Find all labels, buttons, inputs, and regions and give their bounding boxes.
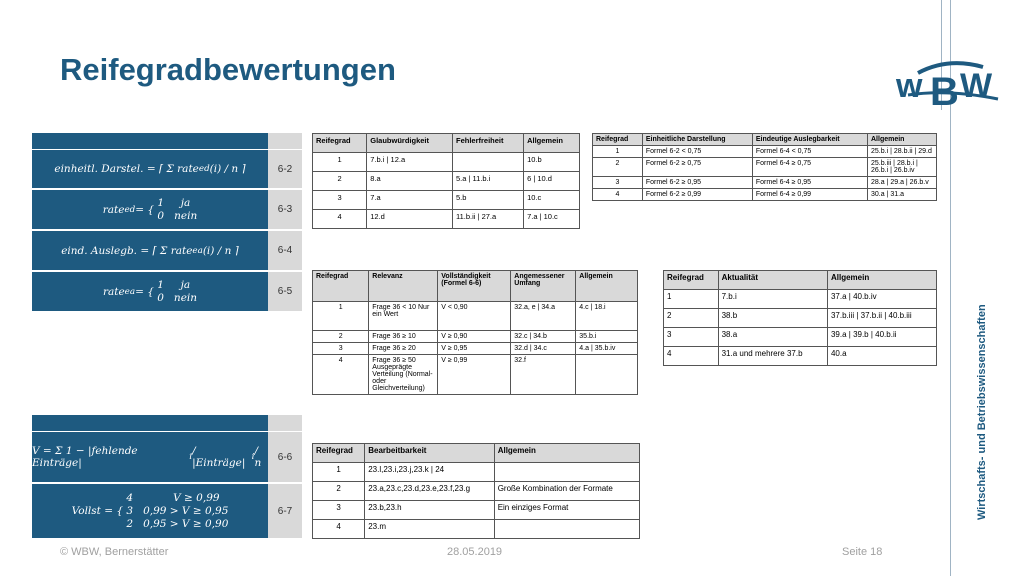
table-cell: 7.a xyxy=(367,191,453,210)
footer-copyright: © WBW, Bernerstätter xyxy=(60,546,169,558)
table-cell: 32.c | 34.b xyxy=(511,331,576,343)
formula-number: 6-7 xyxy=(268,484,302,540)
column-header: Allgemein xyxy=(827,271,936,290)
svg-text:W: W xyxy=(960,67,993,105)
table-cell: 38.b xyxy=(718,309,827,328)
wbw-logo xyxy=(888,55,1013,125)
table-row xyxy=(664,309,937,328)
formula-row xyxy=(32,150,302,190)
formula: rate ed = { 1 ja 0 nein xyxy=(32,190,268,231)
table-cell: 25.b.iii | 28.b.i | 26.b.i | 26.b.iv xyxy=(868,158,937,177)
column-header: Reifegrad xyxy=(593,134,643,146)
table-cell: Formel 6-4 ≥ 0,99 xyxy=(752,189,867,201)
table-cell: 2 xyxy=(313,172,367,191)
column-header: Reifegrad xyxy=(313,134,367,153)
formula-number: 6-5 xyxy=(268,272,302,313)
table-cell: 4 xyxy=(313,355,369,395)
formula: einheitl. Darstel. = ⌈ Σ rate ed (i) / n ⌉ xyxy=(32,150,268,190)
formula-number: 6-3 xyxy=(268,190,302,231)
svg-text:w: w xyxy=(896,67,923,105)
formula-header-num xyxy=(268,133,302,149)
table-cell: 30.a | 31.a xyxy=(868,189,937,201)
table-cell: 2 xyxy=(664,309,719,328)
side-label: Wirtschafts- und Betriebswissenschaften xyxy=(976,304,988,520)
table-header-row xyxy=(313,134,580,153)
table-header-row xyxy=(593,134,937,146)
table-cell: 25.b.i | 28.b.ii | 29.d xyxy=(868,146,937,158)
table-cell: 7.b.i xyxy=(718,290,827,309)
table-cell: 23.a,23.c,23.d,23.e,23.f,23.g xyxy=(365,482,494,501)
table-cell: 1 xyxy=(313,463,365,482)
table-cell: Formel 6-2 ≥ 0,95 xyxy=(642,177,752,189)
table-cell: V ≥ 0,95 xyxy=(438,343,511,355)
column-header: Relevanz xyxy=(369,271,438,302)
table-row xyxy=(313,355,638,395)
table-cell: 3 xyxy=(593,177,643,189)
table-cell xyxy=(453,153,524,172)
formula-header-bar xyxy=(32,415,268,431)
column-header: Reifegrad xyxy=(313,271,369,302)
table-row xyxy=(313,302,638,331)
column-header: Allgemein xyxy=(524,134,580,153)
table-cell xyxy=(494,463,639,482)
formula: eind. Auslegb. = ⌈ Σ rate ea (i) / n ⌉ xyxy=(32,231,268,272)
table-cell: 4 xyxy=(313,520,365,539)
table-cell: 4 xyxy=(593,189,643,201)
table-row xyxy=(313,191,580,210)
column-header: Allgemein xyxy=(868,134,937,146)
table-cell: 7.a | 10.c xyxy=(524,210,580,229)
table-row xyxy=(313,482,640,501)
table-cell: 11.b.ii | 27.a xyxy=(453,210,524,229)
table-cell: Formel 6-4 ≥ 0,75 xyxy=(752,158,867,177)
table-cell: V ≥ 0,90 xyxy=(438,331,511,343)
table-cell: 12.d xyxy=(367,210,453,229)
table-header-row xyxy=(313,444,640,463)
table-cell: Formel 6-4 < 0,75 xyxy=(752,146,867,158)
table-row xyxy=(313,331,638,343)
table-cell: Formel 6-2 ≥ 0,75 xyxy=(642,158,752,177)
column-header: Allgemein xyxy=(494,444,639,463)
table-cell: 35.b.i xyxy=(576,331,638,343)
table-cell: 1 xyxy=(593,146,643,158)
formula-number: 6-4 xyxy=(268,231,302,272)
column-header: Fehlerfreiheit xyxy=(453,134,524,153)
table-cell: 23.l,23.i,23.j,23.k | 24 xyxy=(365,463,494,482)
table-row xyxy=(313,463,640,482)
table-cell: 4.c | 18.i xyxy=(576,302,638,331)
table-cell: 23.m xyxy=(365,520,494,539)
formula: rate ea = { 1 ja 0 nein xyxy=(32,272,268,313)
table-darstellung xyxy=(592,133,937,201)
table-cell: Frage 36 ≥ 50 Ausgeprägte Verteilung (Normal- oder Gleichverteilung) xyxy=(369,355,438,395)
table-row xyxy=(593,189,937,201)
table-row xyxy=(313,210,580,229)
table-cell: 10.c xyxy=(524,191,580,210)
table-cell: 3 xyxy=(313,191,367,210)
table-cell: 28.a | 29.a | 26.b.v xyxy=(868,177,937,189)
table-header-row xyxy=(664,271,937,290)
table-cell: Formel 6-4 ≥ 0,95 xyxy=(752,177,867,189)
table-cell: 4 xyxy=(664,347,719,366)
column-header: Vollständigkeit (Formel 6-6) xyxy=(438,271,511,302)
table-bearbeitbarkeit xyxy=(312,443,640,539)
table-cell: 40.a xyxy=(827,347,936,366)
footer-page-number: Seite 18 xyxy=(842,546,883,558)
table-cell: 3 xyxy=(313,501,365,520)
table-cell: 1 xyxy=(313,153,367,172)
table-aktualitaet xyxy=(663,270,937,366)
formula-row xyxy=(32,272,302,313)
table-cell: Frage 36 < 10 Nur ein Wert xyxy=(369,302,438,331)
table-cell: 5.a | 11.b.i xyxy=(453,172,524,191)
table-cell: Ein einziges Format xyxy=(494,501,639,520)
column-header: Angemessener Umfang xyxy=(511,271,576,302)
formula-header-num xyxy=(268,415,302,431)
column-header: Reifegrad xyxy=(664,271,719,290)
column-header: Reifegrad xyxy=(313,444,365,463)
table-row xyxy=(313,172,580,191)
table-cell: 10.b xyxy=(524,153,580,172)
table-cell: V < 0,90 xyxy=(438,302,511,331)
formula-row xyxy=(32,484,302,540)
column-header: Aktualität xyxy=(718,271,827,290)
table-cell: 39.a | 39.b | 40.b.ii xyxy=(827,328,936,347)
table-cell: Frage 36 ≥ 10 xyxy=(369,331,438,343)
table-cell: Frage 36 ≥ 20 xyxy=(369,343,438,355)
table-cell: 1 xyxy=(664,290,719,309)
formula-number: 6-2 xyxy=(268,150,302,190)
formula-header-bar xyxy=(32,133,268,149)
table-cell: 23.b,23.h xyxy=(365,501,494,520)
table-row xyxy=(313,153,580,172)
table-row xyxy=(593,177,937,189)
table-cell: 7.b.i | 12.a xyxy=(367,153,453,172)
column-header: Einheitliche Darstellung xyxy=(642,134,752,146)
table-cell: 37.b.iii | 37.b.ii | 40.b.iii xyxy=(827,309,936,328)
page-title: Reifegradbewertungen xyxy=(60,52,396,87)
table-cell: 31.a und mehrere 37.b xyxy=(718,347,827,366)
table-cell: 3 xyxy=(664,328,719,347)
table-row xyxy=(313,343,638,355)
table-cell: 2 xyxy=(313,482,365,501)
table-row xyxy=(664,328,937,347)
table-cell: 32.f xyxy=(511,355,576,395)
table-cell: 5.b xyxy=(453,191,524,210)
table-row xyxy=(664,347,937,366)
table-cell: 4.a | 35.b.iv xyxy=(576,343,638,355)
footer-date: 28.05.2019 xyxy=(447,546,503,558)
table-row xyxy=(664,290,937,309)
formula-row xyxy=(32,190,302,231)
table-cell xyxy=(494,520,639,539)
table-row xyxy=(313,501,640,520)
formula-row xyxy=(32,231,302,272)
table-cell: Formel 6-2 < 0,75 xyxy=(642,146,752,158)
column-header: Eindeutige Auslegbarkeit xyxy=(752,134,867,146)
table-cell: 8.a xyxy=(367,172,453,191)
formula-number: 6-6 xyxy=(268,432,302,484)
table-glaubwuerdigkeit xyxy=(312,133,580,229)
table-cell xyxy=(576,355,638,395)
table-cell: Formel 6-2 ≥ 0,99 xyxy=(642,189,752,201)
table-row xyxy=(313,520,640,539)
formula: V = Σ 1 − |fehlende Einträge| i / |Einträge| i / n xyxy=(32,432,268,484)
column-header: Bearbeitbarkeit xyxy=(365,444,494,463)
formula: Vollst = { 4 V ≥ 0,99 3 0,99 > V ≥ 0,95 2 0,95 > V ≥ 0,90 xyxy=(32,484,268,540)
table-row xyxy=(593,146,937,158)
svg-text:B: B xyxy=(930,70,959,114)
table-cell: 32.d | 34.c xyxy=(511,343,576,355)
table-cell: 32.a, e | 34.a xyxy=(511,302,576,331)
table-cell: 2 xyxy=(593,158,643,177)
column-header: Allgemein xyxy=(576,271,638,302)
column-header: Glaubwürdigkeit xyxy=(367,134,453,153)
formula-row xyxy=(32,432,302,484)
table-cell: V ≥ 0,99 xyxy=(438,355,511,395)
table-relevanz xyxy=(312,270,638,395)
table-cell: 2 xyxy=(313,331,369,343)
table-row xyxy=(593,158,937,177)
table-cell: Große Kombination der Formate xyxy=(494,482,639,501)
table-cell: 6 | 10.d xyxy=(524,172,580,191)
table-cell: 38.a xyxy=(718,328,827,347)
table-cell: 3 xyxy=(313,343,369,355)
table-cell: 37.a | 40.b.iv xyxy=(827,290,936,309)
table-cell: 1 xyxy=(313,302,369,331)
table-header-row xyxy=(313,271,638,302)
table-cell: 4 xyxy=(313,210,367,229)
